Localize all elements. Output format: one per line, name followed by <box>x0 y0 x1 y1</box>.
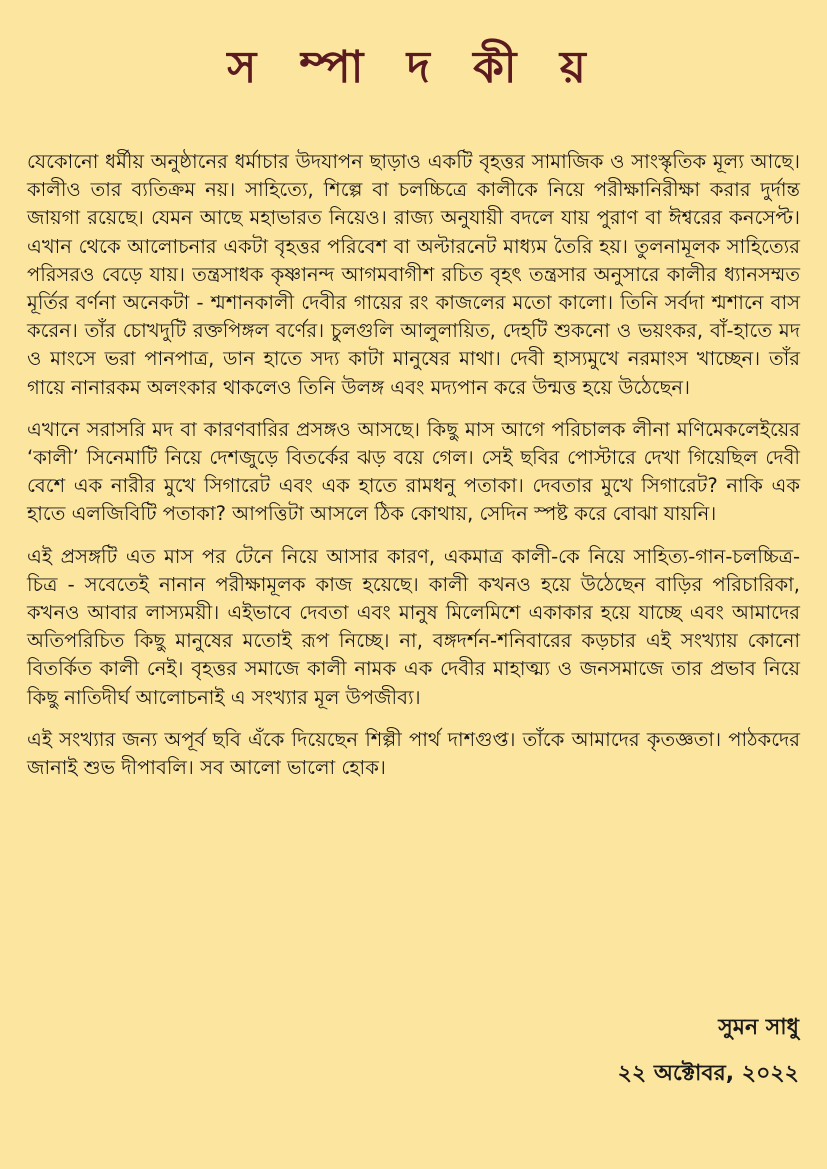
paragraph-4: এই সংখ্যার জন্য অপূর্ব ছবি এঁকে দিয়েছেন শিল্পী পার্থ দাশগুপ্ত। তাঁকে আমাদের কৃতজ্ঞতা। পাঠকদের জানাই শুভ দীপাবলি। সব আলো ভালো হোক। <box>27 727 800 780</box>
publication-date: ২২ অক্টোবর, ২০২২ <box>617 1061 799 1086</box>
author-name: সুমন সাধু <box>718 1015 799 1040</box>
paragraph-2: এখানে সরাসরি মদ বা কারণবারির প্রসঙ্গও আসছে। কিছু মাস আগে পরিচালক লীনা মণিমেকলেইয়ের ‘কালী’ সিনেমাটি নিয়ে দেশজুড়ে বিতর্কের ঝড় বয়ে গেল। সেই ছবির পোস্টারে দেখা গিয়েছিল দেবী বেশে এক নারীর মুখে সিগারেট এবং এক হাতে রামধনু পতাকা। দেবতার মুখে সিগারেট? নাকি এক হাতে এলজিবিটি পতাকা? আপত্তিটা আসলে ঠিক কোথায়, সেদিন স্পষ্ট করে বোঝা যায়নি। <box>27 417 800 526</box>
editorial-body <box>27 148 800 796</box>
page-title: স ম্পা দ কী য় <box>227 42 600 93</box>
paragraph-3: এই প্রসঙ্গটি এত মাস পর টেনে নিয়ে আসার কারণ, একমাত্র কালী-কে নিয়ে সাহিত্য-গান-চলচ্চিত্র-চিত্র - সবেতেই নানান পরীক্ষামূলক কাজ হয়েছে। কালী কখনও হয়ে উঠেছেন বাড়ির পরিচারিকা, কখনও আবার লাস্যময়ী। এইভাবে দেবতা এবং মানুষ মিলেমিশে একাকার হয়ে যাচ্ছে এবং আমাদের অতিপরিচিত কিছু মানুষের মতোই রূপ নিচ্ছে। না, বঙ্গদর্শন-শনিবারের কড়চার এই সংখ্যায় কোনো বিতর্কিত কালী নেই। বৃহত্তর সমাজে কালী নামক এক দেবীর মাহাত্ম্য ও জনসমাজে তার প্রভাব নিয়ে কিছু নাতিদীর্ঘ আলোচনাই এ সংখ্যার মূল উপজীব্য। <box>27 544 800 709</box>
paragraph-1: যেকোনো ধর্মীয় অনুষ্ঠানের ধর্মাচার উদযাপন ছাড়াও একটি বৃহত্তর সামাজিক ও সাংস্কৃতিক মূল্য আছে। কালীও তার ব্যতিক্রম নয়। সাহিত্যে, শিল্পে বা চলচ্চিত্রে কালীকে নিয়ে পরীক্ষানিরীক্ষা করার দুর্দান্ত জায়গা রয়েছে। যেমন আছে মহাভারত নিয়েও। রাজ্য অনুযায়ী বদলে যায় পুরাণ বা ঈশ্বরের কনসেপ্ট। এখান থেকে আলোচনার একটা বৃহত্তর পরিবেশ বা অল্টারনেট মাধ্যম তৈরি হয়। তুলনামূলক সাহিত্যের পরিসরও বেড়ে যায়। তন্ত্রসাধক কৃষ্ণানন্দ আগমবাগীশ রচিত বৃহৎ তন্ত্রসার অনুসারে কালীর ধ্যানসম্মত মূর্তির বর্ণনা অনেকটা - শ্মশানকালী দেবীর গায়ের রং কাজলের মতো কালো। তিনি সর্বদা শ্মশানে বাস করেন। তাঁর চোখদুটি রক্তপিঙ্গল বর্ণের। চুলগুলি আলুলায়িত, দেহটি শুকনো ও ভয়ংকর, বাঁ-হাতে মদ ও মাংসে ভরা পানপাত্র, ডান হাতে সদ্য কাটা মানুষের মাথা। দেবী হাস্যমুখে নরমাংস খাচ্ছেন। তাঁর গায়ে নানারকম অলংকার থাকলেও তিনি উলঙ্গ এবং মদ্যপান করে উন্মত্ত হয়ে উঠেছেন। <box>27 150 800 399</box>
